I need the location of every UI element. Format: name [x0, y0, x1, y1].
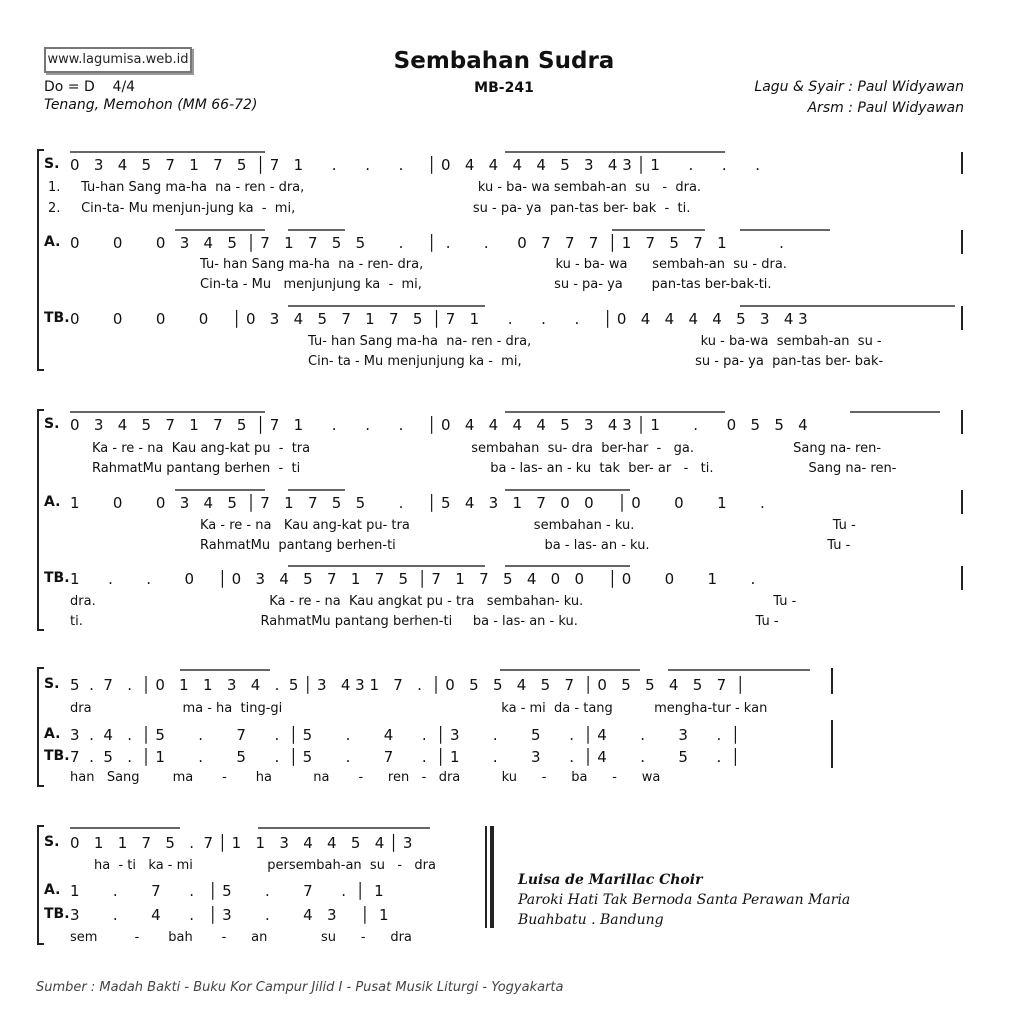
- system-1-lyric-3: 1. Tu-han Sang ma-ha na - ren - dra, ku - ba- wa sembah-an su - dra.: [48, 180, 702, 195]
- system-1-lyric-7: Tu- han Sang ma-ha na - ren- dra, ku - ba- wa sembah-an su - dra.: [200, 257, 787, 272]
- system-4-notes-2: 0 1 1 7 5 . 7 │ 1 1 3 4 4 5 4 │ 3: [70, 834, 413, 852]
- system-1-notes-2: 0 3 4 5 7 1 7 5 │ 7 1 . . . │ 0 4 4 4 4 5 3 4 3 │ 1 . . .: [70, 156, 775, 174]
- system-2-notes-2: 0 3 4 5 7 1 7 5 │ 7 1 . . . │ 0 4 4 4 4 5 3 4 3 │ 1 . 0 5 5 4: [70, 416, 818, 434]
- system-3-label-6: TB.: [44, 748, 70, 764]
- system-1-label-9: TB.: [44, 310, 70, 326]
- system-2-label-9: TB.: [44, 570, 70, 586]
- key-signature: Do = D 4/4: [44, 79, 136, 95]
- source-note: Sumber : Madah Bakti - Buku Kor Campur Jilid I - Pusat Musik Liturgi - Yogyakarta: [36, 980, 564, 995]
- system-2-lyric-12: ti. RahmatMu pantang berhen-ti ba - las- an - ku. Tu -: [70, 614, 779, 629]
- composer-credit: Lagu & Syair : Paul Widyawan: [754, 79, 964, 95]
- tempo-marking: Tenang, Memohon (MM 66-72): [44, 97, 258, 113]
- system-1-label-1: S.: [44, 156, 60, 172]
- system-4-notes-7: 3 . 4 . │ 3 . 4 3 │ 1: [70, 906, 389, 924]
- choir-name-text: Luisa de Marillac Choir: [518, 872, 703, 888]
- system-3-lyric-3: dra ma - ha ting-gi ka - mi da - tang mengha-tur - kan: [70, 701, 768, 716]
- system-1-lyric-11: Tu- han Sang ma-ha na- ren - dra, ku - ba-wa sembah-an su -: [308, 334, 882, 349]
- system-2-label-1: S.: [44, 416, 60, 432]
- system-1-lyric-12: Cin- ta - Mu menjunjung ka - mi, su - pa- ya pan-tas ber- bak-: [308, 354, 884, 369]
- system-4-label-1: S.: [44, 834, 60, 850]
- system-1-lyric-8: Cin-ta - Mu menjunjung ka - mi, su - pa- ya pan-tas ber-bak-ti.: [200, 277, 772, 292]
- system-4-lyric-3: ha - ti ka - mi persembah-an su - dra: [94, 858, 436, 873]
- choir-name: [518, 872, 702, 888]
- system-4-lyric-8: sem - bah - an su - dra: [70, 930, 412, 945]
- system-3-lyric-8: han Sang ma - ha na - ren - dra ku - ba - wa: [70, 770, 661, 785]
- system-2-lyric-3: Ka - re - na Kau ang-kat pu - tra sembahan su- dra ber-har - ga. Sang na- ren-: [92, 441, 882, 456]
- system-4-label-4: A.: [44, 882, 61, 898]
- system-2-lyric-8: RahmatMu pantang berhen-ti ba - las- an - ku. Tu -: [200, 538, 851, 553]
- system-2-lyric-7: Ka - re - na Kau ang-kat pu- tra sembahan - ku. Tu -: [200, 518, 856, 533]
- system-3-label-4: A.: [44, 726, 61, 742]
- system-1-label-5: A.: [44, 234, 61, 250]
- website-label[interactable]: www.lagumisa.web.id: [44, 47, 192, 73]
- system-1-lyric-4: 2. Cin-ta- Mu menjun-jung ka - mi, su - pa- ya pan-tas ber- bak - ti.: [48, 201, 691, 216]
- song-title: Sembahan Sudra: [393, 48, 615, 74]
- system-1-notes-10: 0 0 0 0 │ 0 3 4 5 7 1 7 5 │ 7 1 . . . │ 0 4 4 4 4 5 3 4 3: [70, 310, 813, 328]
- system-3-notes-7: 7 . 5 . │ 1 . 5 . │ 5 . 7 . │ 1 . 3 . │ 4 . 5 . │: [70, 748, 740, 766]
- system-4-notes-5: 1 . 7 . │ 5 . 7 . │ 1: [70, 882, 384, 900]
- system-2-lyric-4: RahmatMu pantang berhen - ti ba - las- an - ku tak ber- ar - ti. Sang na- ren-: [92, 461, 897, 476]
- system-4-label-6: TB.: [44, 906, 70, 922]
- arranger-credit: Arsm : Paul Widyawan: [807, 100, 964, 116]
- system-3-notes-2: 5 . 7 . │ 0 1 1 3 4 . 5 │ 3 4 3 1 7 . │ 0 5 5 4 5 7 │ 0 5 5 4 5 7 │: [70, 676, 745, 694]
- system-2-lyric-11: dra. Ka - re - na Kau angkat pu - tra sembahan- ku. Tu -: [70, 594, 797, 609]
- song-code: MB-241: [474, 80, 534, 96]
- system-3-label-1: S.: [44, 676, 60, 692]
- system-1-notes-6: 0 0 0 3 4 5 │ 7 1 7 5 5 . │ . . 0 7 7 7 │ 1 7 5 7 1 .: [70, 234, 799, 252]
- system-2-label-5: A.: [44, 494, 61, 510]
- system-2-notes-10: 1 . . 0 │ 0 3 4 5 7 1 7 5 │ 7 1 7 5 4 0 0 │ 0 0 1 .: [70, 570, 775, 588]
- choir-parish: Paroki Hati Tak Bernoda Santa Perawan Maria: [518, 892, 851, 908]
- choir-place: Buahbatu . Bandung: [518, 912, 664, 928]
- system-2-notes-6: 1 0 0 3 4 5 │ 7 1 7 5 5 . │ 5 4 3 1 7 0 0 │ 0 0 1 .: [70, 494, 784, 512]
- system-3-notes-5: 3 . 4 . │ 5 . 7 . │ 5 . 4 . │ 3 . 5 . │ 4 . 3 . │: [70, 726, 740, 744]
